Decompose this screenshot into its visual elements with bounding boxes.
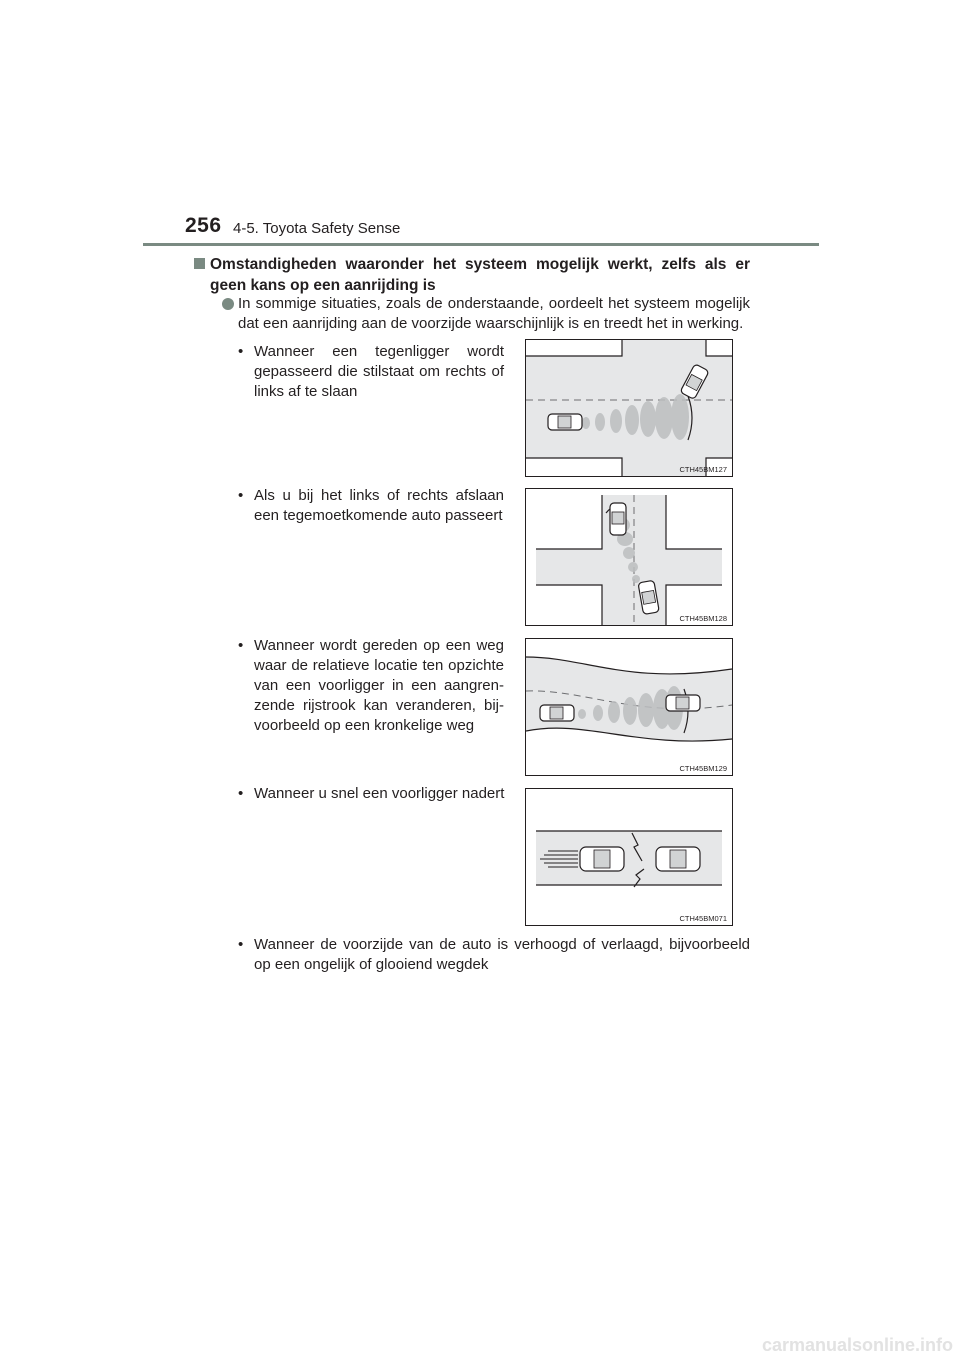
list-item <box>238 784 514 804</box>
section-heading <box>210 254 750 296</box>
list-item-text: Wanneer een tegenligger wordt gepasseerd die stilstaat om rechts of links af te slaan <box>254 343 504 400</box>
illustration-winding-road <box>526 639 732 775</box>
figure-oncoming-turning-car <box>525 339 733 477</box>
bullet-dot: • <box>238 343 244 360</box>
bullet-dot: • <box>238 785 244 802</box>
list-item-text: Wanneer u snel een voorligger nadert <box>254 785 505 802</box>
list-item <box>238 636 504 736</box>
oncoming-car-icon <box>610 503 626 535</box>
figure-approaching-fast <box>525 788 733 926</box>
square-bullet-icon <box>194 258 205 269</box>
list-item <box>238 486 504 526</box>
bullet-dot: • <box>238 936 244 953</box>
figure-code: CTH45BM129 <box>679 764 727 773</box>
header-divider <box>143 243 819 246</box>
own-car-icon <box>548 414 582 430</box>
preceding-car-icon <box>656 847 700 871</box>
watermark-text: carmanualsonline.info <box>761 1335 953 1355</box>
list-item <box>238 342 504 402</box>
figure-winding-road <box>525 638 733 776</box>
bullet-dot: • <box>238 487 244 504</box>
figure-code: CTH45BM071 <box>679 914 727 923</box>
bullet-dot: • <box>238 637 244 654</box>
illustration-intersection-turning <box>526 489 732 625</box>
list-item-text: Wanneer de voorzijde van de auto is verhoogd of verlaagd, bijvoorbeeld op een ongelijk of glooiend wegdek <box>254 936 750 973</box>
illustration-intersection-oncoming <box>526 340 732 476</box>
section-heading-text: Omstandigheden waaronder het systeem mogelijk werkt, zelfs als er geen kans op een aanrijding is <box>210 256 750 294</box>
illustration-approaching-vehicle <box>526 789 732 925</box>
circle-bullet-icon <box>222 298 234 310</box>
figure-turning-passing-car <box>525 488 733 626</box>
figure-code: CTH45BM128 <box>679 614 727 623</box>
page-header <box>0 0 960 250</box>
page-number: 256 <box>185 214 222 237</box>
intro-text: In sommige situaties, zoals de onderstaande, oordeelt het systeem mogelijk dat een aanrijding aan de voorzijde waarschijnlijk is en treedt het in werking. <box>238 295 750 332</box>
own-car-icon <box>580 847 624 871</box>
watermark-logo <box>695 1335 955 1355</box>
section-title: 4-5. Toyota Safety Sense <box>233 220 401 237</box>
figure-code: CTH45BM127 <box>679 465 727 474</box>
preceding-car-icon <box>666 695 700 711</box>
own-car-icon <box>540 705 574 721</box>
intro-paragraph <box>238 294 750 334</box>
list-item-text: Wanneer wordt gereden op een weg waar de relatieve locatie ten opzichte van een voorligger in een aangren-zende rijstrook kan veranderen, bij-voorbeeld op een kronkelige weg <box>254 637 504 734</box>
list-item <box>238 935 750 975</box>
list-item-text: Als u bij het links of rechts afslaan een tegemoetkomende auto passeert <box>254 487 504 524</box>
